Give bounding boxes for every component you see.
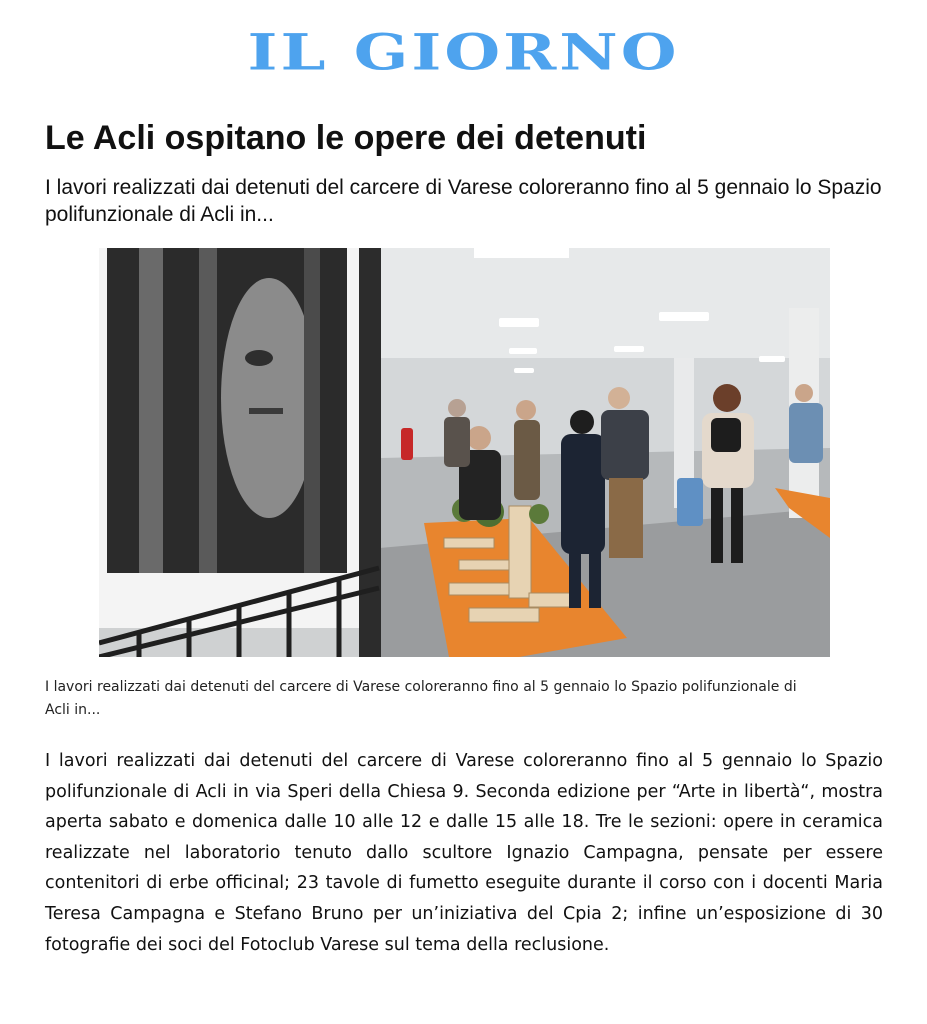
- ceiling-light: [509, 348, 537, 354]
- ceiling-light: [499, 318, 539, 327]
- plant: [529, 504, 549, 524]
- ceiling-light: [474, 248, 569, 258]
- ceiling-light: [659, 312, 709, 321]
- article-body: I lavori realizzati dai detenuti del carcere di Varese coloreranno fino al 5 gennaio lo Spazio polifunzionale di Acli in via Speri della Chiesa 9. Seconda edizione per “Arte in libertà“, mostra aperta sabato e domenica dalle 10 alle 12 e dalle 15 alle 18. Tre le sezioni: opere in ceramica realizzate nel laboratorio tenuto dallo scultore Ignazio Campagna, pensate per essere contenitori di erbe officinal; 23 tavole di fumetto eseguite durante il corso con i docenti Maria Teresa Campagna e Stefano Bruno per un’iniziativa del Cpia 2; infine un’esposizione di 30 fotografie dei soci del Fotoclub Varese sul tema della reclusione.: [45, 751, 883, 955]
- fire-extinguisher: [401, 428, 413, 460]
- newspaper-masthead: IL GIORNO: [247, 23, 680, 83]
- article-headline: Le Acli ospitano le opere dei detenuti: [45, 119, 647, 157]
- ceiling-light: [614, 346, 644, 352]
- exhibition-photo: [99, 248, 830, 657]
- ceiling-light: [514, 368, 534, 373]
- ceiling-light: [759, 356, 785, 362]
- photo-caption: I lavori realizzati dai detenuti del carcere di Varese coloreranno fino al 5 gennaio lo Spazio polifunzionale di Acli in...: [45, 679, 797, 718]
- partition-post: [359, 248, 381, 657]
- article-subtitle: I lavori realizzati dai detenuti del carcere di Varese coloreranno fino al 5 gennaio lo Spazio polifunzionale di Acli in...: [45, 176, 882, 226]
